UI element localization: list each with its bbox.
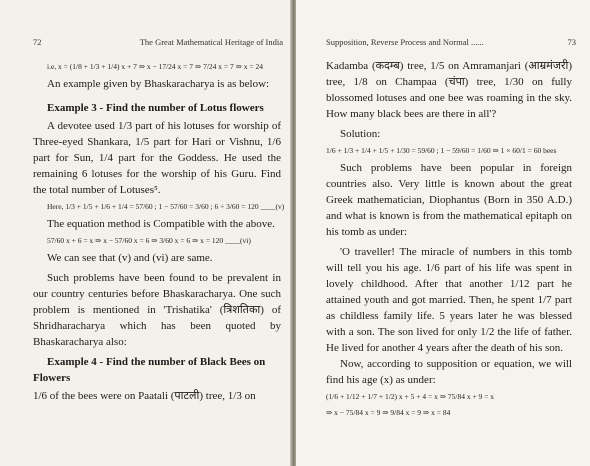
paragraph: We can see that (v) and (vi) are same. — [47, 252, 213, 264]
paragraph: 1/6 of the bees were on Paatali (पाटली) tree, 1/3 on — [33, 390, 256, 402]
example-4-heading: Example 4 - Find the number of Black Bees on Flowers — [33, 356, 266, 384]
right-page — [296, 0, 590, 466]
math-equation-line: 57/60 x + 6 = x ⇒ x − 57/60 x = 6 ⇒ 3/60 x = 6 ⇒ x = 120 ____(vi) — [47, 236, 251, 245]
math-solution-line: 1/6 + 1/3 + 1/4 + 1/5 + 1/30 = 59/60 ; 1 − 59/60 = 1/60 ⇒ 1 × 60/1 = 60 bees — [326, 146, 557, 155]
math-age-line-1: (1/6 + 1/12 + 1/7 + 1/2) x + 5 + 4 = x ⇒ 75/84 x + 9 = x — [326, 392, 495, 401]
solution-label: Solution: — [340, 128, 381, 140]
paragraph: Kadamba (कदम्ब) tree, 1/5 on Amramanjari (आम्रमंजरी) tree, 1/8 on Champaa (चंपा) tree, 1/30 on fully blossomed lotuses and one bee was roaming in the sky. How many black bees are there in all'? — [326, 60, 572, 120]
math-here-line: Here, 1/3 + 1/5 + 1/6 + 1/4 = 57/60 ; 1 − 57/60 = 3/60 ; 6 ÷ 3/60 = 120 ____(v) — [47, 202, 285, 211]
math-age-line-2: ⇒ x − 75/84 x = 9 ⇒ 9/84 x = 9 ⇒ x = 84 — [326, 408, 451, 417]
paragraph: A devotee used 1/3 part of his lotuses for worship of Three-eyed Shankara, 1/5 part for Hari or Vishnu, 1/6 part for Sun, 1/4 part for the Goddess. He used the remaining 6 lotuses for the worship of his Guru. Find the total number of Lotuses⁵. — [33, 120, 281, 196]
right-running-title: Supposition, Reverse Process and Normal ...... — [326, 37, 484, 47]
paragraph: Such problems have been popular in foreign countries also. Very little is known about the great Greek mathematician, Diophantus (Born in 350 A.D.) and what is known is from the mathematical epitaph on his tomb as under: — [326, 162, 572, 238]
paragraph: The equation method is Compatible with the above. — [47, 218, 275, 230]
right-page-number: 73 — [567, 37, 576, 47]
left-running-title: The Great Mathematical Heritage of India — [139, 37, 283, 47]
paragraph: Such problems have been found to be prevalent in our country centuries before Bhaskaracharya. One such problem is mentioned in 'Trishatika' (त्रिशतिका) of Shridharacharya which has been quoted by Bhaskaracharya also: — [33, 272, 281, 348]
math-ie-line: i.e, x = (1/8 + 1/3 + 1/4) x + 7 ⇒ x − 17/24 x = 7 ⇒ 7/24 x = 7 ⇒ x = 24 — [47, 62, 264, 71]
paragraph: An example given by Bhaskaracharya is as below: — [47, 78, 270, 90]
left-page-number: 72 — [33, 37, 42, 47]
paragraph: 'O traveller! The miracle of numbers in this tomb will tell you his age. 1/6 part of his life was spent in lovely childhood. After that another 1/12 part he attained youth and got married. Then, he spent 1/7 part as childless family life. 5 years later he was blessed with a son. The son lived for only 1/2 the life of father. He lived for another 4 years after the death of his son. — [326, 246, 572, 354]
paragraph: Now, according to supposition or equation, we will find his age (x) as under: — [326, 358, 572, 386]
left-page-body — [33, 58, 285, 404]
right-page-body — [326, 58, 572, 422]
left-page — [0, 0, 292, 466]
example-3-heading: Example 3 - Find the number of Lotus flowers — [47, 102, 264, 114]
